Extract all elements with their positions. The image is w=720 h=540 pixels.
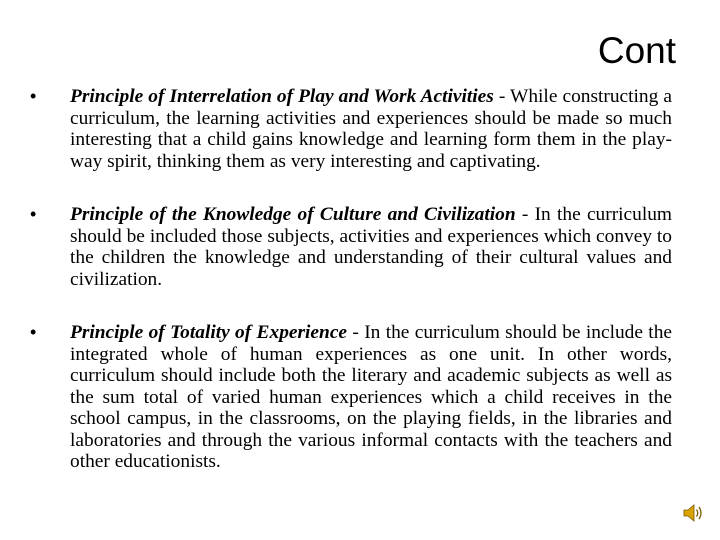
bullet-separator: -	[347, 322, 365, 343]
bullet-text: In the curriculum should be include the integrated whole of human experiences as one unit. In other words, curriculum should include both the literary and academic subjects as well as the sum total of varied human experiences which a child receives in the school campus, in the classrooms, on the playing fields, in the libraries and laboratories and through the various informal contacts with the teachers and other educationists.	[70, 322, 672, 472]
bullet-separator: -	[515, 204, 535, 225]
bullet-heading: Principle of the Knowledge of Culture and Civilization	[70, 204, 516, 225]
bullet-list	[30, 86, 672, 473]
speaker-icon[interactable]	[683, 503, 705, 523]
bullet-marker: •	[30, 322, 37, 342]
bullet-text: While constructing a curriculum, the learning activities and experiences should be made so much interesting that a child gains knowledge and learning form them in the play-way spirit, thinking them as very interesting and captivating.	[70, 86, 672, 172]
bullet-heading: Principle of Interrelation of Play and Work Activities	[70, 86, 494, 107]
bullet-marker: •	[30, 204, 37, 224]
bullet-marker: •	[30, 86, 37, 106]
slide-title: Cont	[597, 30, 676, 71]
bullet-item	[30, 322, 672, 473]
bullet-separator: -	[493, 86, 511, 107]
bullet-item	[30, 86, 672, 172]
bullet-item	[30, 204, 672, 290]
bullet-text: In the curriculum should be included those subjects, activities and experiences which convey to the children the knowledge and understanding of their cultural values and civilization.	[70, 204, 673, 290]
bullet-heading: Principle of Totality of Experience	[70, 322, 348, 343]
